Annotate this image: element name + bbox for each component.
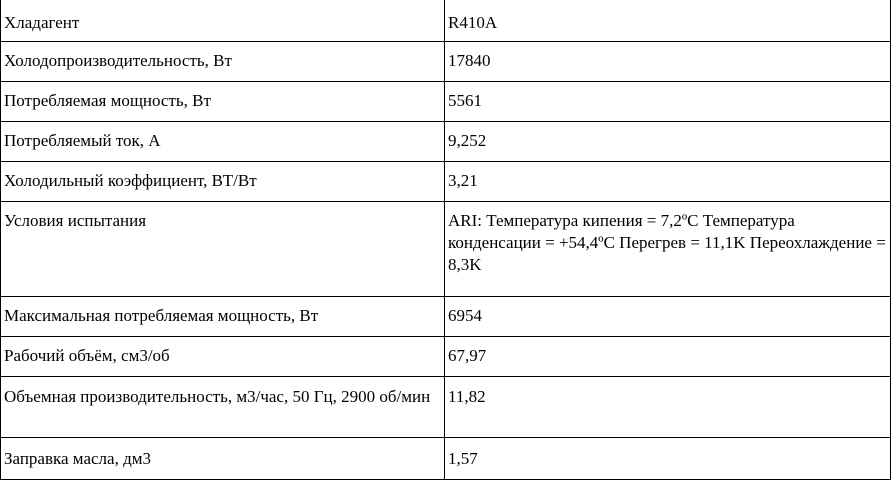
row-value: 9,252 [445,121,891,161]
table-row [1,0,891,41]
row-label: Объемная производительность, м3/час, 50 Гц, 2900 об/мин [1,376,445,437]
row-value: ARI: Температура кипения = 7,2ºC Температура конденсации = +54,4ºC Перегрев = 11,1K Переохлаждение = 8,3K [445,201,891,296]
row-value: R410A [445,0,891,41]
row-label: Потребляемая мощность, Вт [1,81,445,121]
row-label: Холодопроизводительность, Вт [1,41,445,81]
row-label: Условия испытания [1,201,445,296]
table-row [1,41,891,81]
row-label: Холодильный коэффициент, ВТ/Вт [1,161,445,201]
row-value: 17840 [445,41,891,81]
row-value: 5561 [445,81,891,121]
table-row [1,336,891,376]
table-row [1,121,891,161]
row-label: Потребляемый ток, А [1,121,445,161]
table-row [1,161,891,201]
row-value: 11,82 [445,376,891,437]
row-value: 3,21 [445,161,891,201]
table-row [1,437,891,479]
row-value: 1,57 [445,437,891,479]
row-value: 6954 [445,296,891,336]
row-label: Хладагент [1,0,445,41]
table-row [1,201,891,296]
table-row [1,81,891,121]
row-label: Заправка масла, дм3 [1,437,445,479]
table-row [1,376,891,437]
row-label: Максимальная потребляемая мощность, Вт [1,296,445,336]
table-row [1,296,891,336]
row-label: Рабочий объём, см3/об [1,336,445,376]
row-value: 67,97 [445,336,891,376]
